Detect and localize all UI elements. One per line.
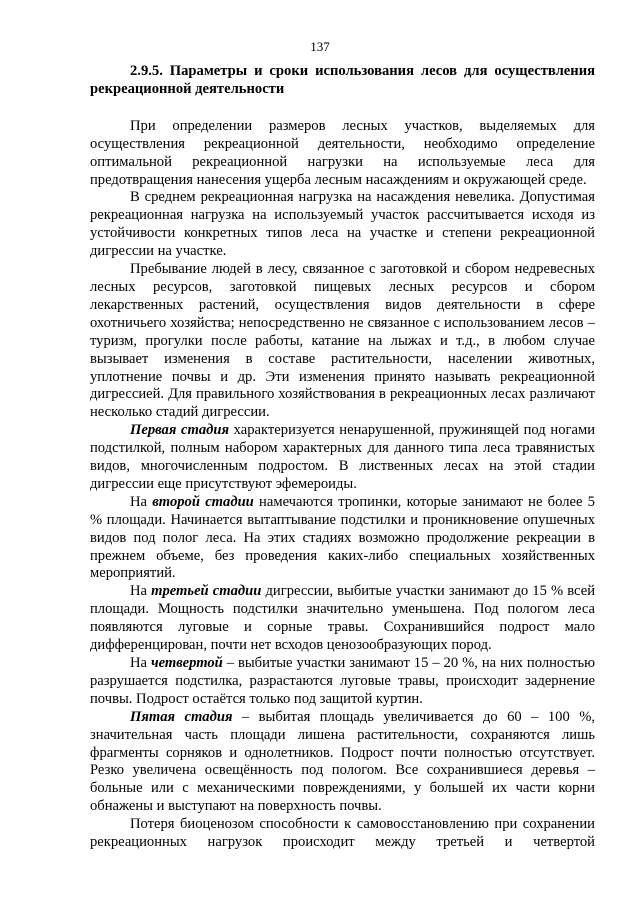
paragraph-1: При определении размеров лесных участков, выделяемых для осуществления рекреационной деятельности, необходимо определение оптимальной рекреационной нагрузки на используемые леса для предотвращения нанесения ущерба лесным насаждениям и окружающей среде. [90, 117, 595, 188]
paragraph-8 [90, 709, 595, 816]
paragraph-body: дигрессии, выбитые участки занимают до 15 % всей площади. Мощность подстилки значительно уменьшена. Под пологом леса появляются луговые и сорные травы. Сохранившийся подрост мало дифференцирован, почти нет всходов ценозообразующих пород. [90, 583, 596, 654]
paragraph-6 [90, 583, 595, 655]
stage-term-first: Первая стадия [130, 422, 230, 439]
paragraph-7 [90, 655, 595, 709]
paragraph-2: В среднем рекреационная нагрузка на насаждения невелика. Допустимая рекреационная нагрузка на используемый участок рассчитывается исходя из устойчивости конкретных типов леса на участке и степени рекреационной дигрессии на участке. [90, 189, 595, 260]
page-number: 137 [310, 39, 330, 54]
paragraph-body: – выбитые участки занимают 15 – 20 %, на них полностью разрушается подстилка, разрастаются луговые травы, происходит задернение почвы. Подрост остаётся только под защитой куртин. [90, 655, 596, 707]
paragraph-9: Потеря биоценозом способности к самовосстановлению при сохранении рекреационных нагрузок происходит между третьей и четвертой [90, 816, 595, 851]
paragraph-lead: На [130, 583, 152, 600]
paragraph-5 [90, 494, 595, 584]
paragraph-body: – выбитая площадь увеличивается до 60 – 100 %, значительная часть площади лишена растительности, сохраняются лишь фрагменты сорняков и однолетников. Подрост почти полностью отсутствует. Резко увеличена освещённость под пологом. Все сохранившиеся деревья – больные или с механическими повреждениями, у большей их части корни обнажены и выступают на поверхность почвы. [90, 708, 595, 815]
section-heading: 2.9.5. Параметры и сроки использования лесов для осуществления рекреационной деятельности [90, 63, 595, 97]
paragraph-3: Пребывание людей в лесу, связанное с заготовкой и сбором недревесных лесных ресурсов, заготовкой пищевых лесных ресурсов и сбором лекарственных растений, осуществления видов деятельности в сфере охотничьего хозяйства; непосредственно не связанное с использованием лесов – туризм, прогулки после работы, катание на лыжах и т.д., в любом случае вызывает изменения в составе растительности, населении животных, уплотнение почвы и др. Эти изменения принято называть рекреационной дигрессией. Для правильного хозяйствования в рекреационных лесах различают несколько стадий дигрессии. [90, 261, 595, 421]
paragraph-lead: На [130, 655, 151, 671]
stage-term-second: второй стадии [152, 493, 254, 510]
stage-term-fourth: четвертой [150, 655, 223, 671]
stage-term-third: третьей стадии [151, 583, 262, 600]
paragraph-4 [90, 422, 595, 494]
paragraph-lead: На [130, 493, 153, 510]
stage-term-fifth: Пятая стадия [130, 708, 233, 725]
page-content [90, 63, 595, 852]
paragraph-body: намечаются тропинки, которые занимают не более 5 % площади. Начинается вытаптывание подстилки и проникновение опушечных видов под полог леса. На этих стадиях возможно продолжение рекреации в прежнем объеме, без проведения каких-либо специальных хозяйственных мероприятий. [90, 493, 595, 582]
paragraph-body: характеризуется ненарушенной, пружинящей под ногами подстилкой, полным набором характерных для данного типа леса травянистых видов, многочисленным подростом. В лиственных лесах на этой стадии дигрессии еще присутствуют эфемероиды. [90, 422, 595, 492]
